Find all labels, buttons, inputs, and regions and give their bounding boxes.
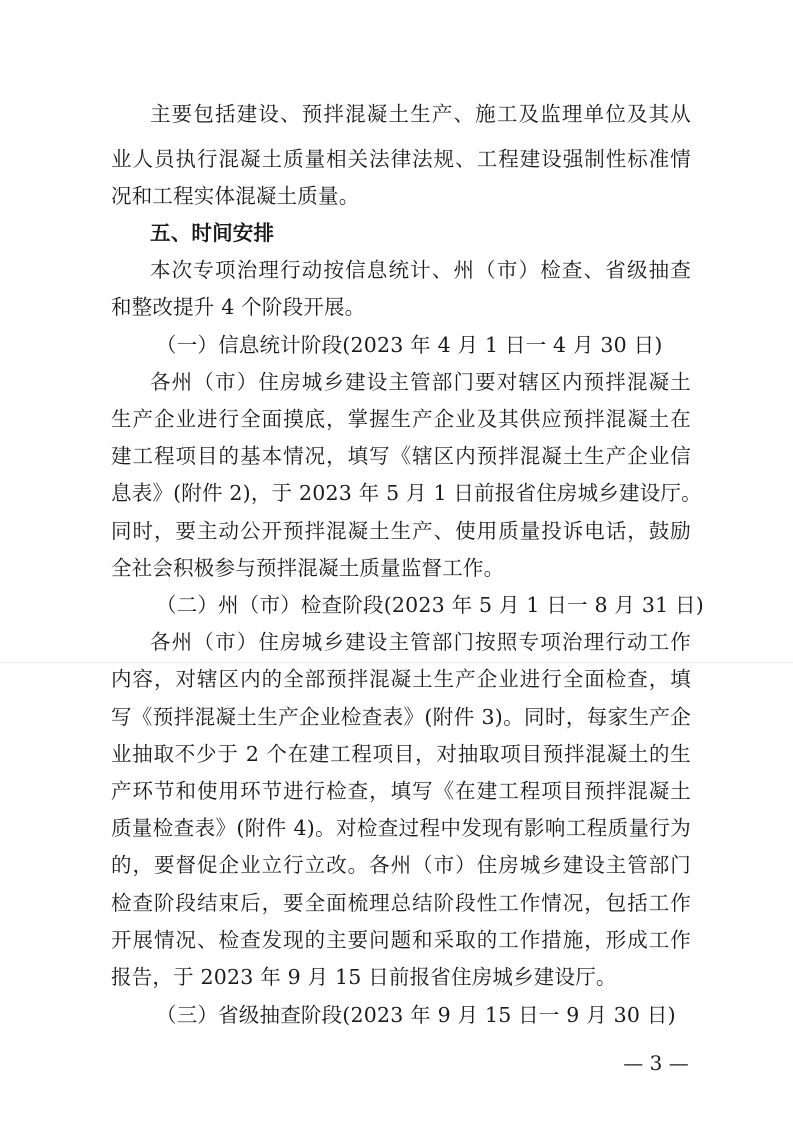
paragraph-line: 主要包括建设、预拌混凝土生产、施工及监理单位及其从 (150, 102, 691, 126)
subsection-heading: （二）州（市）检查阶段(2023 年 5 月 1 日一 8 月 31 日) (156, 593, 704, 617)
paragraph-line: 本次专项治理行动按信息统计、州（市）检查、省级抽查 (150, 258, 691, 282)
paragraph-line: 生产企业进行全面摸底，掌握生产企业及其供应预拌混凝土在 (111, 407, 691, 431)
paragraph-line: 全社会积极参与预拌混凝土质量监督工作。 (111, 556, 505, 580)
subsection-heading: （三）省级抽查阶段(2023 年 9 月 15 日一 9 月 30 日) (156, 1003, 676, 1027)
paragraph-line: 各州（市）住房城乡建设主管部门要对辖区内预拌混凝土 (150, 370, 691, 394)
section-heading: 五、时间安排 (150, 221, 275, 245)
page-number: — 3 — (623, 1051, 689, 1075)
paragraph-line: 写《预拌混凝土生产企业检查表》(附件 3)。同时，每家生产企 (111, 705, 691, 729)
scan-fold-line (0, 662, 793, 663)
paragraph-line: 业抽取不少于 2 个在建工程项目，对抽取项目预拌混凝土的生 (111, 742, 691, 766)
subsection-heading: （一）信息统计阶段(2023 年 4 月 1 日一 4 月 30 日) (156, 333, 663, 357)
paragraph-line: 检查阶段结束后，要全面梳理总结阶段性工作情况，包括工作 (111, 891, 691, 915)
paragraph-line: 报告，于 2023 年 9 月 15 日前报省住房城乡建设厅。 (111, 965, 617, 989)
paragraph-line: 和整改提升 4 个阶段开展。 (111, 295, 366, 319)
paragraph-line: 业人员执行混凝土质量相关法律法规、工程建设强制性标准情 (111, 147, 691, 171)
paragraph-line: 开展情况、检查发现的主要问题和采取的工作措施，形成工作 (111, 928, 691, 952)
paragraph-line: 同时，要主动公开预拌混凝土生产、使用质量投诉电话，鼓励 (111, 519, 691, 543)
paragraph-line: 各州（市）住房城乡建设主管部门按照专项治理行动工作 (150, 630, 691, 654)
paragraph-line: 内容，对辖区内的全部预拌混凝土生产企业进行全面检查，填 (111, 667, 691, 691)
paragraph-line: 产环节和使用环节进行检查，填写《在建工程项目预拌混凝土 (111, 779, 691, 803)
paragraph-line: 况和工程实体混凝土质量。 (111, 184, 360, 208)
paragraph-line: 建工程项目的基本情况，填写《辖区内预拌混凝土生产企业信 (111, 444, 691, 468)
paragraph-line: 息表》(附件 2)，于 2023 年 5 月 1 日前报省住房城乡建设厅。 (111, 481, 702, 505)
paragraph-line: 的，要督促企业立行立改。各州（市）住房城乡建设主管部门 (111, 853, 691, 877)
paragraph-line: 质量检查表》(附件 4)。对检查过程中发现有影响工程质量行为 (111, 816, 691, 840)
